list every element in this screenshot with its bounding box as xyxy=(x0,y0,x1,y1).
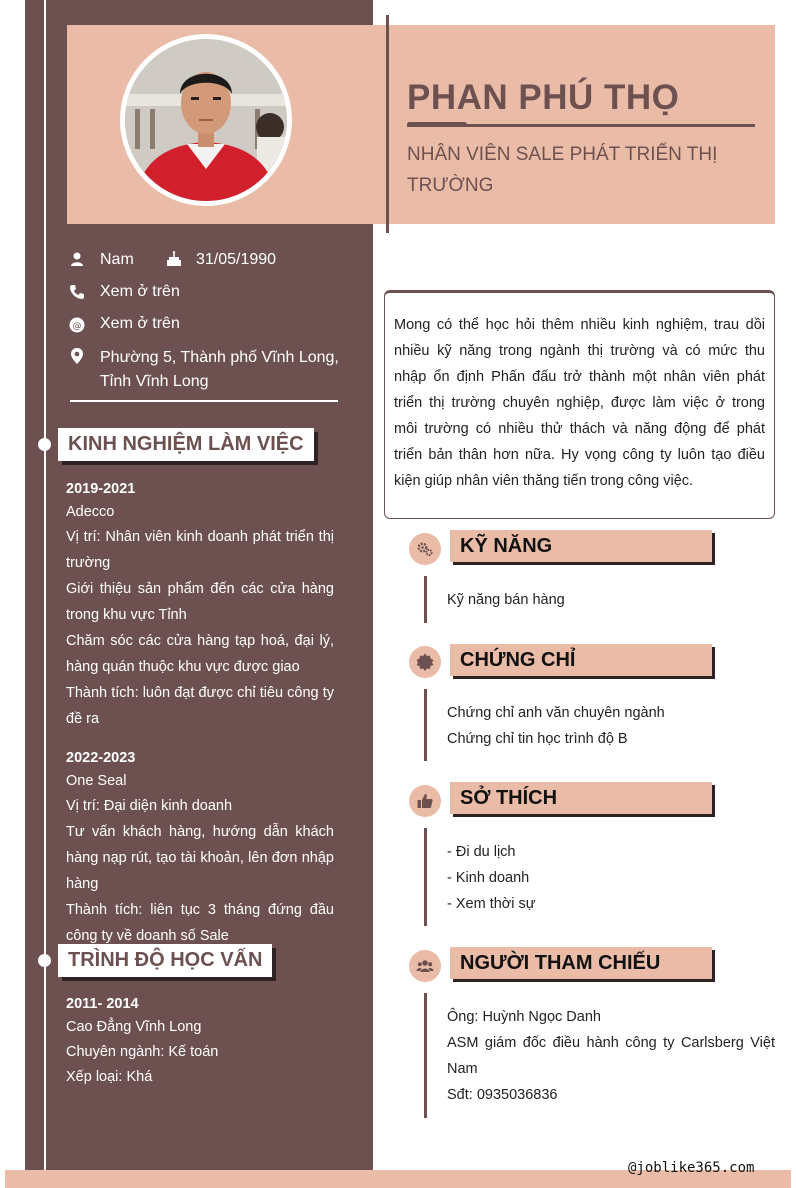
experience-line: Thành tích: luôn đạt được chỉ tiêu công ty đề ra xyxy=(66,685,334,727)
education-item xyxy=(66,993,334,1090)
people-group-icon xyxy=(409,950,441,982)
certificate-item: Chứng chỉ anh văn chuyên ngành xyxy=(447,705,665,721)
skills-heading: KỸ NĂNG xyxy=(450,530,712,562)
education-years: 2011- 2014 xyxy=(66,996,139,1012)
email-at-icon xyxy=(68,316,86,334)
career-objective: Mong có thể học hỏi thêm nhiều kinh nghiệm, trau dồi nhiều kỹ năng trong ngành thị trường và có mức thu nhập ổn định Phấn đấu trở thành một nhân viên phát triển thị trường chuyên nghiệp, được làm việc ở trong môi trường có nhiều thử thách và năng động để phát triển bản thân hơn nữa. Hy vọng công ty luôn tạo điều kiện giúp nhân viên thăng tiến trong công việc. xyxy=(384,290,775,519)
reference-line: Ông: Huỳnh Ngọc Danh xyxy=(447,1009,601,1025)
experience-item xyxy=(66,747,334,949)
badge-icon xyxy=(409,646,441,678)
gender-value: Nam xyxy=(100,251,134,268)
certificates-list xyxy=(447,700,775,752)
timeline-dot xyxy=(38,438,51,451)
birthday-cake-icon xyxy=(165,250,183,268)
svg-text:@: @ xyxy=(72,321,82,332)
job-title: NHÂN VIÊN SALE PHÁT TRIỂN THỊ TRƯỜNG xyxy=(407,144,718,196)
hobby-item: - Xem thời sự xyxy=(447,896,536,912)
experience-heading: KINH NGHIỆM LÀM VIỆC xyxy=(58,428,314,461)
email-value: Xem ở trên xyxy=(100,315,180,332)
person-icon xyxy=(68,251,86,269)
skill-item: Kỹ năng bán hàng xyxy=(447,592,565,608)
thumbs-up-icon xyxy=(409,785,441,817)
footer-watermark: @joblike365.com xyxy=(628,1160,755,1176)
references-list xyxy=(447,1004,775,1108)
experience-company: One Seal xyxy=(66,773,127,789)
address-value: Phường 5, Thành phố Vĩnh Long, Tỉnh Vĩnh Long xyxy=(100,349,339,390)
reference-line: Sđt: 0935036836 xyxy=(447,1087,558,1103)
profile-photo xyxy=(120,34,292,206)
experience-line: Vị trí: Đại diện kinh doanh xyxy=(66,798,233,814)
name-underline-accent xyxy=(407,122,467,127)
hobby-item: - Kinh doanh xyxy=(447,870,530,886)
experience-years: 2019-2021 xyxy=(66,481,136,497)
location-pin-icon xyxy=(68,347,86,365)
avatar-portrait-image xyxy=(125,39,287,201)
section-rule xyxy=(424,689,427,761)
certificates-heading: CHỨNG CHỈ xyxy=(450,644,712,676)
reference-line: ASM giám đốc điều hành công ty Carlsberg Việt Nam xyxy=(447,1035,775,1077)
skills-list xyxy=(447,587,775,613)
experience-line: Giới thiệu sản phẩm đến các cửa hàng trong khu vực Tỉnh xyxy=(66,581,334,623)
certificate-item: Chứng chỉ tin học trình độ B xyxy=(447,731,628,747)
gears-icon xyxy=(409,533,441,565)
sidebar-timeline-line xyxy=(44,0,46,1188)
experience-years: 2022-2023 xyxy=(66,750,136,766)
dob-value: 31/05/1990 xyxy=(196,251,277,268)
references-heading: NGƯỜI THAM CHIẾU xyxy=(450,947,712,979)
experience-item xyxy=(66,478,334,732)
experience-line: Chăm sóc các cửa hàng tạp hoá, đại lý, hàng quán thuộc khu vực được giao xyxy=(66,633,334,675)
experience-line: Vị trí: Nhân viên kinh doanh phát triển thị trường xyxy=(66,529,334,571)
experience-line: Tư vấn khách hàng, hướng dẫn khách hàng nạp rút, tạo tài khoản, lên đơn nhập hàng xyxy=(66,824,334,892)
hobbies-list xyxy=(447,839,775,917)
section-rule xyxy=(424,576,427,623)
experience-line: Thành tích: liên tục 3 tháng đứng đầu công ty về doanh số Sale xyxy=(66,902,334,944)
education-major: Chuyên ngành: Kế toán xyxy=(66,1044,219,1060)
hobby-item: - Đi du lịch xyxy=(447,844,516,860)
education-heading: TRÌNH ĐỘ HỌC VẤN xyxy=(58,944,272,977)
education-grade: Xếp loại: Khá xyxy=(66,1069,153,1085)
section-rule xyxy=(424,828,427,926)
education-school: Cao Đẳng Vĩnh Long xyxy=(66,1019,202,1035)
section-rule xyxy=(424,993,427,1118)
candidate-name: PHAN PHÚ THỌ xyxy=(407,78,680,117)
header-divider xyxy=(386,15,389,233)
phone-icon xyxy=(68,283,86,301)
timeline-dot xyxy=(38,954,51,967)
hobbies-heading: SỞ THÍCH xyxy=(450,782,712,814)
experience-company: Adecco xyxy=(66,504,115,520)
contact-divider xyxy=(70,400,338,402)
phone-value: Xem ở trên xyxy=(100,283,180,300)
